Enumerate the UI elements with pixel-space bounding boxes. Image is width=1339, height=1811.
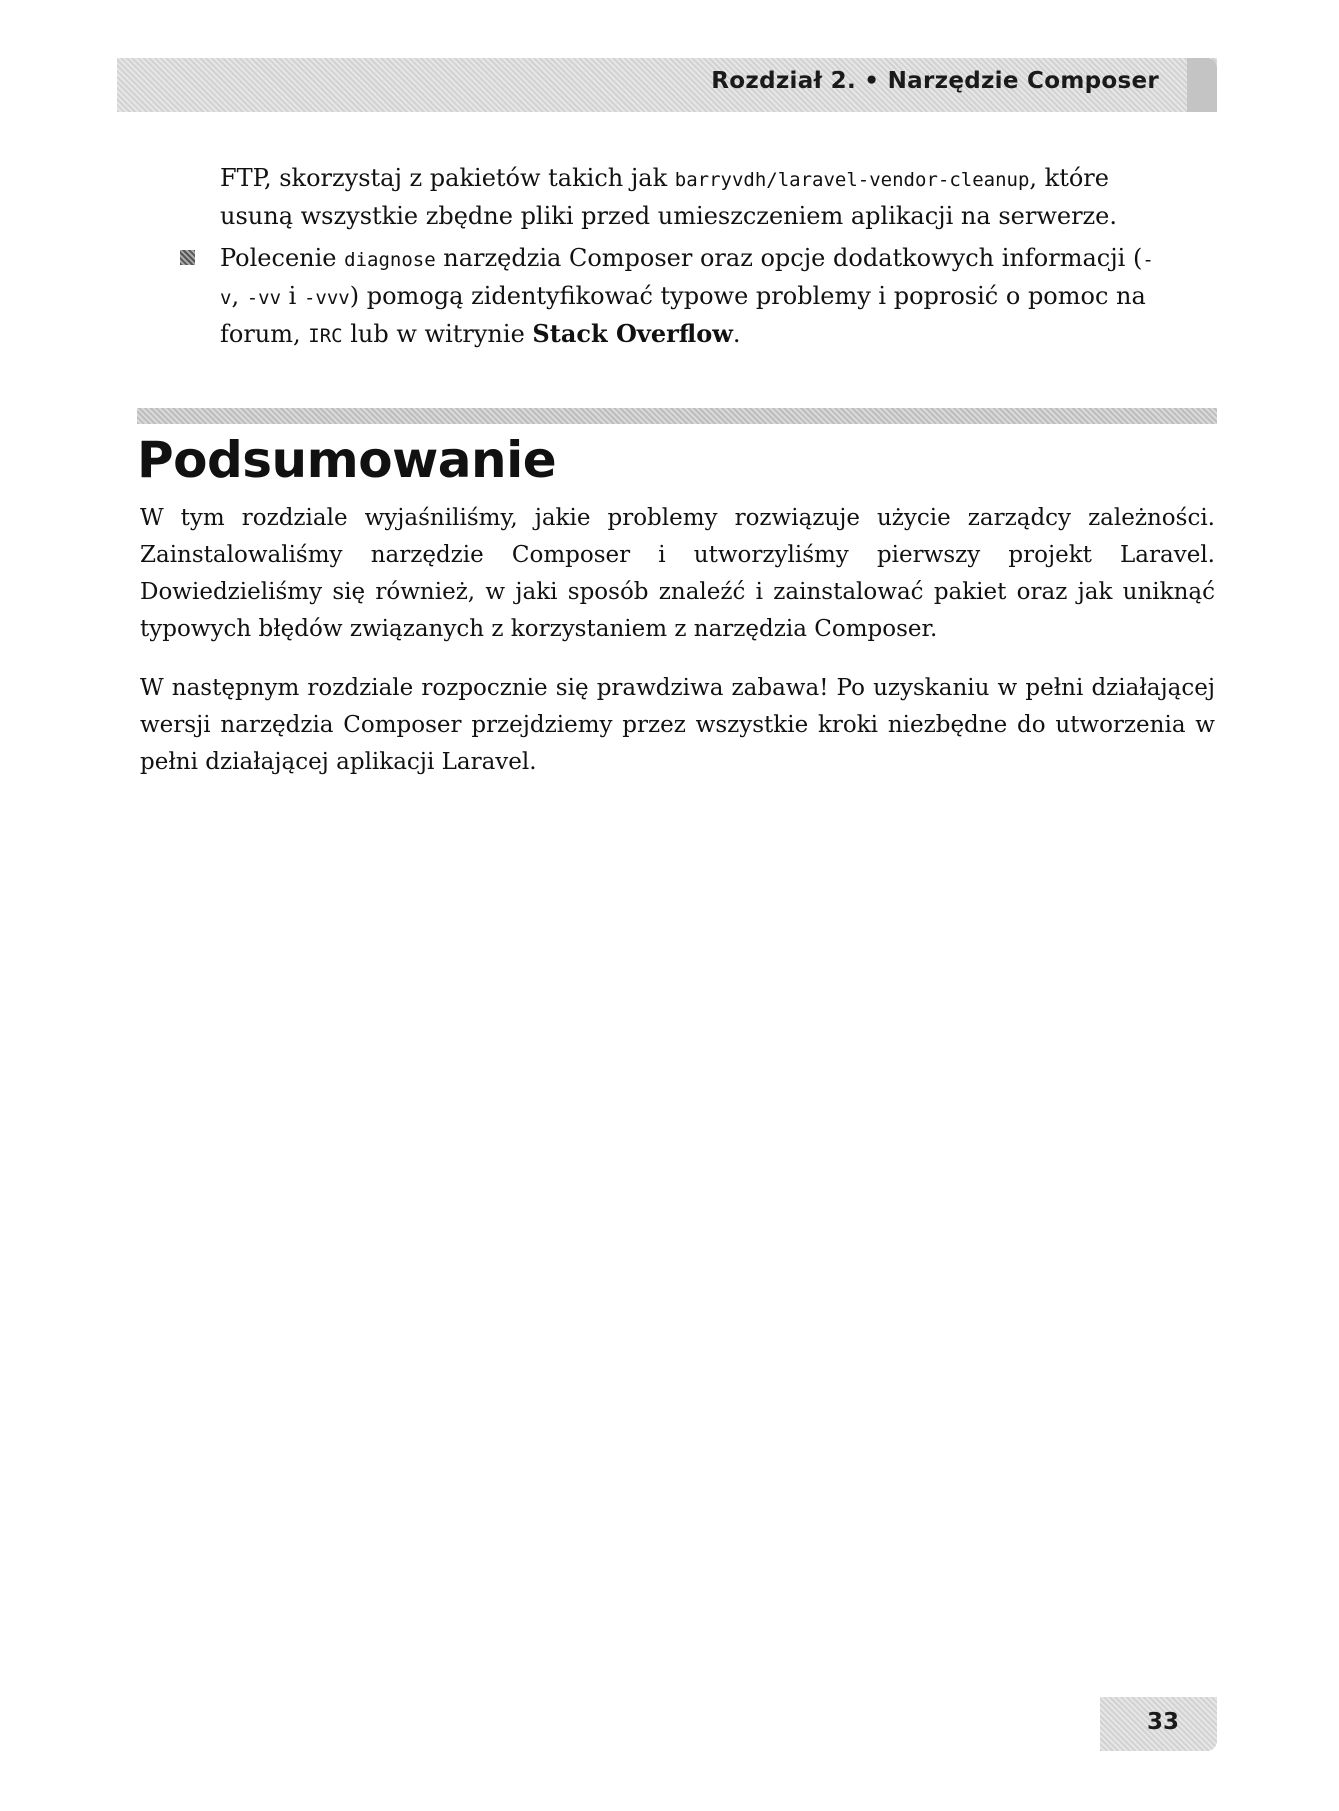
- list-item-text: FTP, skorzystaj z pakietów takich jak: [220, 164, 675, 192]
- list-item-text: i: [281, 282, 304, 310]
- summary-body: [140, 500, 1215, 803]
- section-divider: [137, 408, 1217, 424]
- package-name-code: barryvdh/laravel-vendor-cleanup: [674, 169, 1030, 191]
- list-item-text: .: [732, 320, 741, 348]
- list-item-continued: [220, 160, 1172, 234]
- page-number-box: [1100, 1697, 1217, 1751]
- option-code: -vvv: [303, 287, 350, 309]
- square-bullet-icon: [180, 250, 195, 265]
- list-item-text: narzędzia Composer oraz opcje dodatkowych informacji (: [435, 244, 1143, 272]
- list-item-text: lub w witrynie: [342, 320, 533, 348]
- list-item-diagnose: [220, 240, 1172, 354]
- irc-code: IRC: [308, 325, 343, 347]
- paragraph: W następnym rozdziale rozpocznie się prawdziwa zabawa! Po uzyskaniu w pełni działającej wersji narzędzia Composer przejdziemy przez wszystkie kroki niezbędne do utworzenia w pełni działającej aplikacji Laravel.: [140, 675, 1215, 775]
- running-header: [117, 58, 1217, 112]
- command-code: diagnose: [344, 249, 436, 271]
- header-tab-decoration: [1187, 58, 1217, 112]
- paragraph: W tym rozdziale wyjaśniliśmy, jakie problemy rozwiązuje użycie zarządcy zależności. Zainstalowaliśmy narzędzie Composer i utworzyliśmy pierwszy projekt Laravel. Dowiedzieliśmy się również, w jaki sposób znaleźć i zainstalować pakiet oraz jak uniknąć typowych błędów związanych z korzystaniem z narzędzia Composer.: [140, 505, 1215, 642]
- tips-list: [220, 160, 1172, 360]
- list-item-text: , które usuną wszystkie zbędne pliki przed umieszczeniem aplikacji na serwerze.: [220, 164, 1118, 230]
- section-title: Podsumowanie: [137, 431, 557, 489]
- option-code: -v: [220, 249, 1154, 309]
- list-item-text: ) pomogą zidentyfikować typowe problemy i poprosić o pomoc na forum,: [220, 282, 1146, 348]
- list-item-text: Polecenie: [220, 244, 345, 272]
- page-number: 33: [1146, 1709, 1179, 1735]
- stack-overflow-text: Stack Overflow: [532, 319, 733, 348]
- chapter-title: Rozdział 2. • Narzędzie Composer: [711, 68, 1159, 94]
- list-item-text: ,: [231, 282, 247, 310]
- option-code: -vv: [246, 287, 282, 309]
